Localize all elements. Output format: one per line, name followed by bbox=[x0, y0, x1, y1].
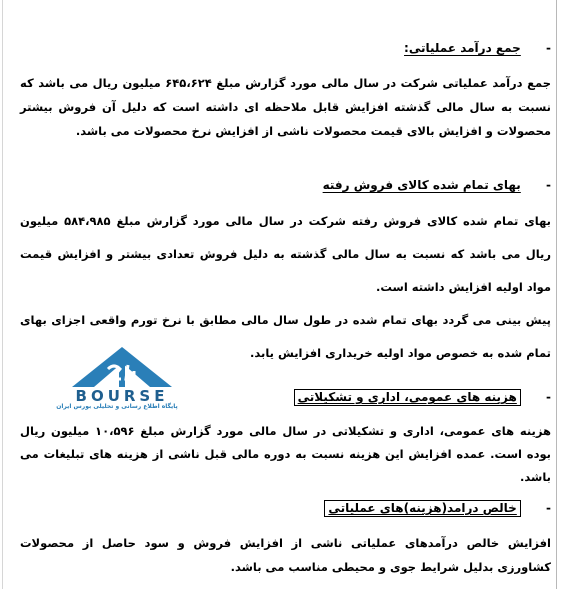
page-border-right bbox=[556, 0, 557, 589]
bullet-dash: - bbox=[546, 390, 551, 404]
section-body-operating-revenue bbox=[20, 71, 551, 143]
heading-text: خالص درامد(هزینه)های عملیاتی bbox=[324, 500, 520, 517]
paragraph: جمع درآمد عملیاتی شرکت در سال مالی مورد گزارش مبلغ ۶۴۵،۶۲۴ میلیون ریال می باشد که نسبت به سال مالی گذشته افزایش قابل ملاحظه ای داشته است که دلیل آن فروش بیشتر محصولات و افزایش بالای قیمت محصولات ناشی از افزایش نرخ محصولات می باشد. bbox=[20, 76, 551, 138]
heading-text: هزینه های عمومی، اداری و تشکیلاتی bbox=[294, 389, 521, 406]
section-heading-net-operating-income bbox=[20, 500, 551, 516]
heading-text: جمع درآمد عملیاتی: bbox=[404, 41, 521, 55]
section-heading-operating-revenue bbox=[20, 40, 551, 56]
paragraph: بهای تمام شده کالای فروش رفته شرکت در سال مالی مورد گزارش مبلغ ۵۸۴،۹۸۵ میلیون ریال می باشد که نسبت به سال مالی گذشته به دلیل فروش تعدادی بیشتر و افزایش قیمت مواد اولیه افزایش داشته است. bbox=[20, 214, 551, 294]
section-body-net-operating-income bbox=[20, 531, 551, 579]
logo-wordmark: BOURSE bbox=[75, 387, 169, 405]
bourse-logo bbox=[42, 345, 202, 415]
section-heading-cost-of-goods-sold bbox=[20, 177, 551, 193]
bullet-dash: - bbox=[546, 41, 551, 55]
section-body-general-admin-expenses bbox=[20, 420, 551, 489]
bullet-dash: - bbox=[546, 501, 551, 515]
logo-subtitle: پایگاه اطلاع رسانی و تحلیلی بورس ایران bbox=[56, 403, 178, 410]
heading-text: بهای تمام شده کالای فروش رفته bbox=[322, 178, 521, 192]
paragraph: هزینه های عمومی، اداری و تشکیلاتی در سال مالی مورد گزارش مبلغ ۱۰،۵۹۶ میلیون ریال بوده است. عمده افزایش این هزینه نسبت به دوره مالی قبل ناشی از هزینه های تبلیغات می باشد. bbox=[20, 424, 551, 484]
bullet-dash: - bbox=[546, 178, 551, 192]
paragraph: افزایش خالص درآمدهای عملیاتی ناشی از افزایش فروش و سود حاصل از محصولات کشاورزی بدلیل شرایط جوی و محیطی مناسب می باشد. bbox=[20, 536, 551, 574]
page-border-left bbox=[2, 0, 3, 589]
paragraph: پیش بینی می گردد بهای تمام شده در طول سال مالی مطابق با نرخ تورم واقعی اجزای بهای تمام شده به خصوص مواد اولیه خریداری افزایش یابد. bbox=[20, 313, 551, 360]
bourse-logo-graphic bbox=[42, 345, 202, 405]
